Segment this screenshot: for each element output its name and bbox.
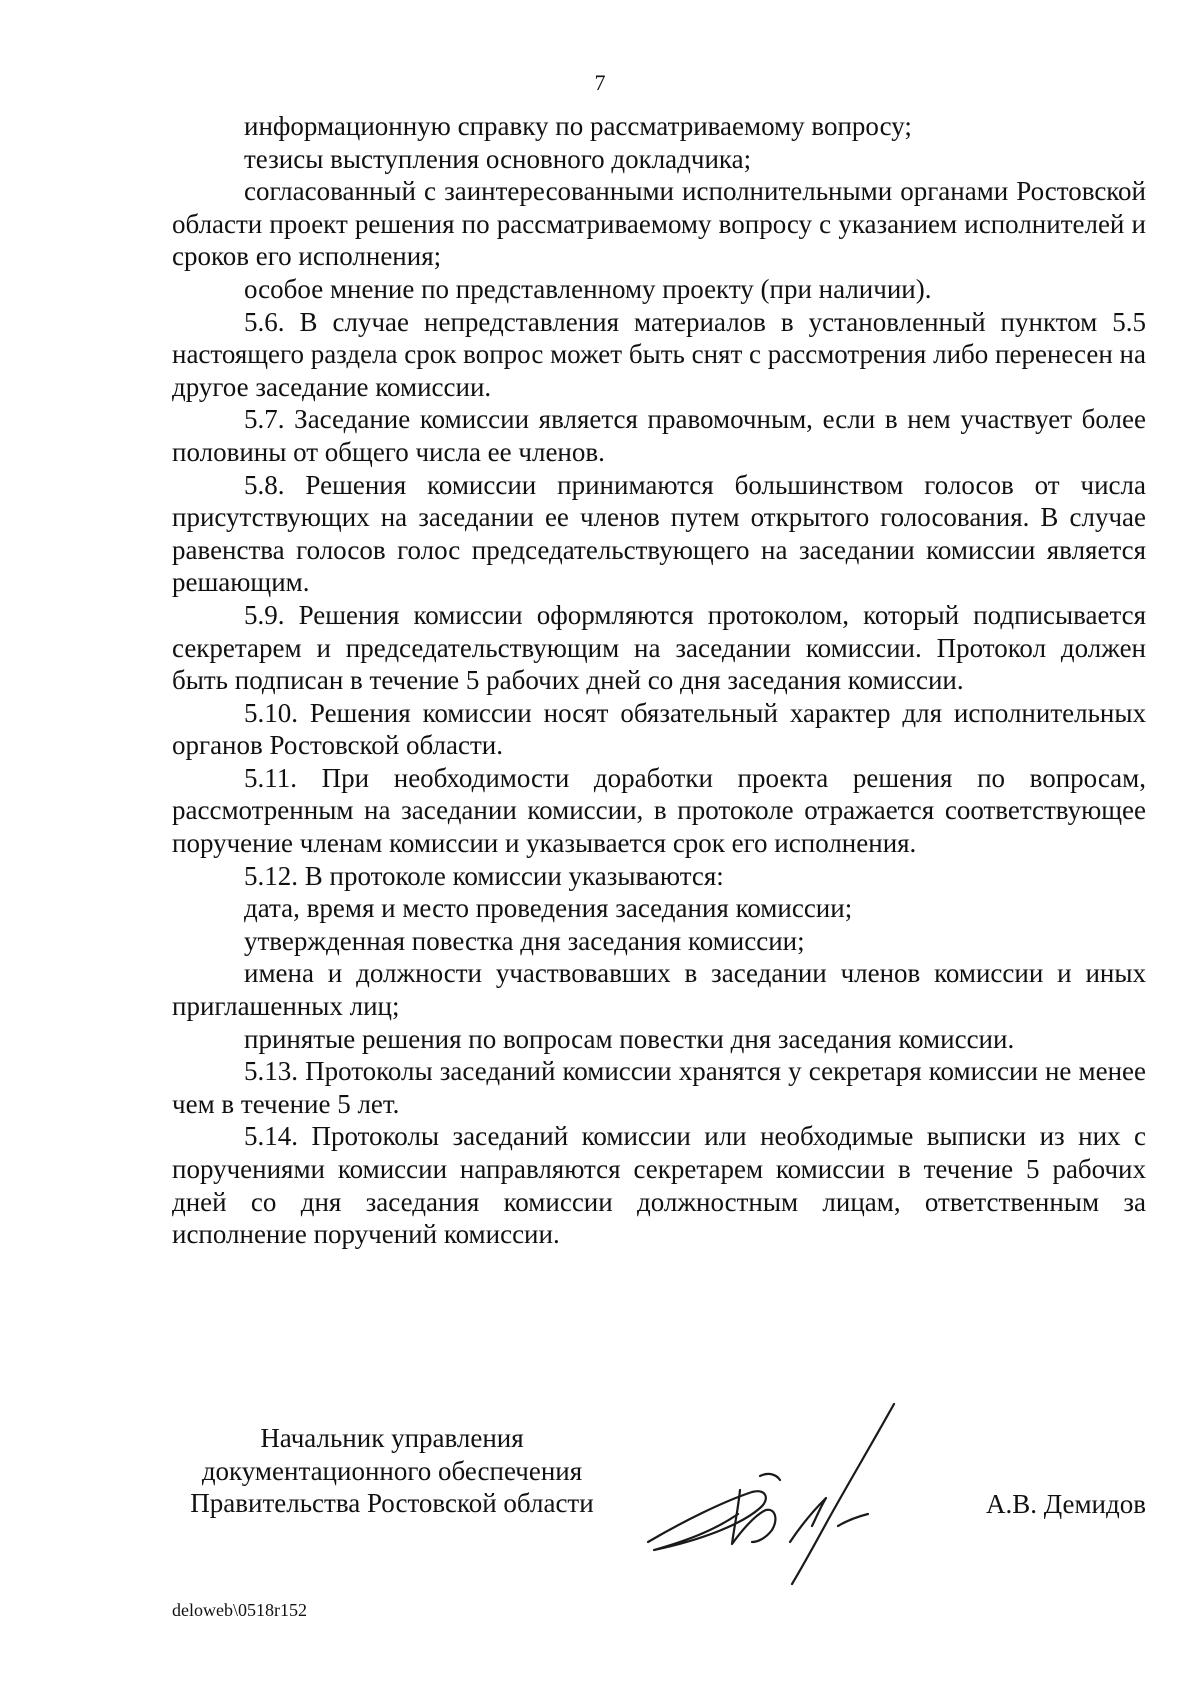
signer-position-line: Правительства Ростовской области xyxy=(190,1488,594,1519)
signer-position-line: Начальник управления xyxy=(260,1423,524,1453)
paragraph-5-9: 5.9. Решения комиссии оформляются протоколом, который подписывается секретарем и председательствующим на заседании комиссии. Протокол должен быть подписан в течение 5 рабочих дней со дня заседания комиссии. xyxy=(172,599,1146,696)
paragraph-draft-decision: согласованный с заинтересованными исполнительными органами Ростовской области проект решения по рассматриваемому вопросу с указанием исполнителей и сроков его исполнения; xyxy=(172,176,1146,272)
document-body xyxy=(172,110,1146,1251)
paragraph-speaker-theses: тезисы выступления основного докладчика; xyxy=(244,143,752,174)
paragraph-5-13: 5.13. Протоколы заседаний комиссии хранятся у секретаря комиссии не менее чем в течение 5 лет. xyxy=(172,1056,1146,1119)
paragraph-5-11: 5.11. При необходимости доработки проекта решения по вопросам, рассмотренным на заседании комиссии, в протоколе отражается соответствующее поручение членам комиссии и указывается срок его исполнения. xyxy=(172,762,1146,859)
paragraph-protocol-agenda: утвержденная повестка дня заседания комиссии; xyxy=(244,925,805,956)
signature-block xyxy=(172,1422,1146,1592)
paragraph-protocol-date: дата, время и место проведения заседания комиссии; xyxy=(244,893,853,924)
paragraph-5-10: 5.10. Решения комиссии носят обязательный характер для исполнительных органов Ростовской области. xyxy=(172,697,1146,761)
handwritten-signature xyxy=(642,1392,902,1592)
paragraph-protocol-decisions: принятые решения по вопросам повестки дня заседания комиссии. xyxy=(244,1023,1015,1054)
paragraph-5-8: 5.8. Решения комиссии принимаются большинством голосов от числа присутствующих на заседании ее членов путем открытого голосования. В случае равенства голосов голос председательствующего на заседании комиссии является решающим. xyxy=(172,469,1146,598)
signer-position-line: документационного обеспечения xyxy=(201,1455,583,1486)
document-code: deloweb\0518r152 xyxy=(172,1600,307,1620)
page-number: 7 xyxy=(594,70,606,95)
paragraph-5-12: 5.12. В протоколе комиссии указываются: xyxy=(244,860,724,891)
signer-position xyxy=(172,1422,612,1520)
paragraph-5-14: 5.14. Протоколы заседаний комиссии или необходимые выписки из них с поручениями комиссии направляются секретарем комиссии в течение 5 рабочих дней со дня заседания комиссии должностным лицам, ответственным за исполнение поручений комиссии. xyxy=(172,1121,1146,1250)
paragraph-protocol-participants: имена и должности участвовавших в заседании членов комиссии и иных приглашенных лиц; xyxy=(172,958,1146,1022)
paragraph-info-reference: информационную справку по рассматриваемому вопросу; xyxy=(244,111,912,141)
paragraph-special-opinion: особое мнение по представленному проекту (при наличии). xyxy=(244,273,932,304)
signer-name: А.В. Демидов xyxy=(985,1489,1146,1519)
paragraph-5-6: 5.6. В случае непредставления материалов в установленный пунктом 5.5 настоящего раздела срок вопрос может быть снят с рассмотрения либо перенесен на другое заседание комиссии. xyxy=(172,306,1146,402)
paragraph-5-7: 5.7. Заседание комиссии является правомочным, если в нем участвует более половины от общего числа ее членов. xyxy=(172,404,1146,467)
